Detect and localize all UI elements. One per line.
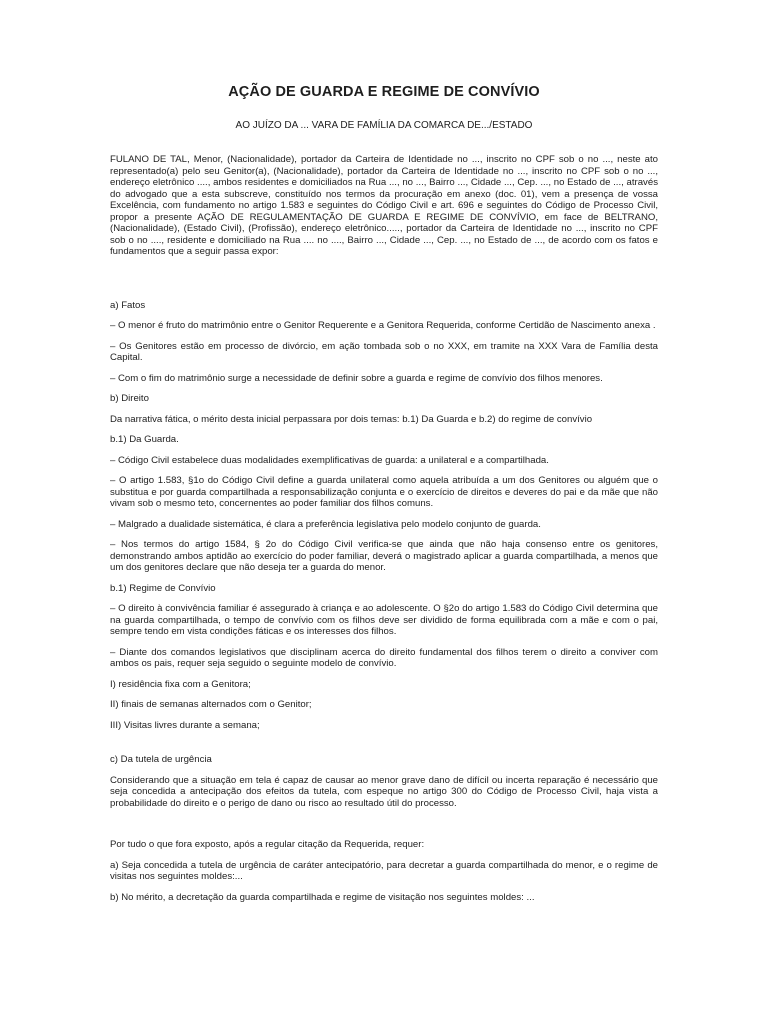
pedido-item-b: b) No mérito, a decretação da guarda compartilhada e regime de visitação nos seguintes moldes: ...: [110, 891, 535, 903]
intro-paragraph: FULANO DE TAL, Menor, (Nacionalidade), portador da Carteira de Identidade no ..., inscrito no CPF sob o no ..., neste ato representado(a) pelo seu Genitor(a), (Nacionalidade), portador da Carteira de Identidade no ..., inscrito no CPF sob o no ..., endereço eletrônico ...., ambos residentes e domiciliados na Rua ..., no ..., Bairro ..., Cidade ..., Cep. ..., no Estado de ..., através do advogado que a esta subscreve, constituído nos termos da procuração em anexo (doc. 01), vem a presença de vossa Excelência, com fundamento no artigo 1.583 e seguintes do Código Civil e art. 696 e seguintes do Código de Processo Civil, propor a presente AÇÃO DE REGULAMENTAÇÃO DE GUARDA E REGIME DE CONVÍVIO, em face de BELTRANO, (Nacionalidade), (Estado Civil), (Profissão), endereço eletrônico....., portador da Carteira de Identidade no ..., inscrito no CPF sob o no ...., residente e domiciliado na Rua .... no ...., Bairro ..., Cidade ..., Cep. ..., no Estado de ..., de acordo com os fatos e fundamentos que a seguir passa expor:: [110, 154, 658, 257]
modelo-item-3: III) Visitas livres durante a semana;: [110, 719, 260, 731]
paragraph-pedidos-intro: Por tudo o que fora exposto, após a regular citação da Requerida, requer:: [110, 839, 425, 850]
paragraph-guarda-4: – Nos termos do artigo 1584, § 2o do Código Civil verifica-se que ainda que não haja consenso entre os genitores, demonstrando ambos aptidão ao exercício do poder familiar, deverá o magistrado aplicar a guarda compartilhada, a menos que um dos genitores declare que não deseja ter a guarda do menor.: [110, 539, 658, 573]
section-heading-direito: b) Direito: [110, 393, 149, 404]
paragraph-convivio-1: – O direito à convivência familiar é assegurado à criança e ao adolescente. O §2o do artigo 1.583 do Código Civil determina que na guarda compartilhada, o tempo de convívio com os filhos deve ser dividido de forma equilibrada com a mãe e com o pai, sempre tendo em vista condições fáticas e os interesses dos filhos.: [110, 603, 658, 637]
section-heading-fatos: a) Fatos: [110, 299, 146, 311]
document-body: [110, 154, 658, 903]
paragraph-guarda-2: – O artigo 1.583, §1o do Código Civil define a guarda unilateral como aquela atribuída a um dos Genitores ou alguém que o substitua e por guarda compartilhada a responsabilização conjunta e o exercício de direitos e deveres do pai e da mãe que não vivam sob o mesmo teto, concernentes ao poder familiar dos filhos comuns.: [110, 475, 658, 509]
paragraph-fatos-2: – Os Genitores estão em processo de divórcio, em ação tombada sob o no XXX, em tramite na XXX Vara de Família desta Capital.: [110, 340, 658, 363]
subsection-heading-guarda: b.1) Da Guarda.: [110, 434, 179, 445]
modelo-item-2: II) finais de semanas alternados com o Genitor;: [110, 699, 312, 710]
paragraph-direito-intro: Da narrativa fática, o mérito desta inicial perpassara por dois temas: b.1) Da Guarda e b.2) do regime de convívio: [110, 413, 593, 425]
paragraph-convivio-2: – Diante dos comandos legislativos que disciplinam acerca do direito fundamental dos filhos terem o direito a conviver com ambos os pais, requer seja seguido o seguinte modelo de convívio.: [110, 646, 658, 669]
pedido-item-a: a) Seja concedida a tutela de urgência de caráter antecipatório, para decretar a guarda compartilhada do menor, e o regime de visitas nos seguintes moldes:...: [110, 859, 658, 882]
paragraph-guarda-1: – Código Civil estabelece duas modalidades exemplificativas de guarda: a unilateral e a compartilhada.: [110, 454, 549, 466]
document-title: AÇÃO DE GUARDA E REGIME DE CONVÍVIO: [228, 84, 540, 100]
modelo-item-1: I) residência fixa com a Genitora;: [110, 678, 251, 690]
paragraph-urgencia: Considerando que a situação em tela é capaz de causar ao menor grave dano de difícil ou incerta reparação é necessário que seja concedida a antecipação dos efeitos da tutela, com espeque no artigo 300 do Código de Processo Civil, haja vista a probabilidade do direito e o perigo de dano ou risco ao resultado útil do processo.: [110, 774, 658, 809]
paragraph-fatos-1: – O menor é fruto do matrimônio entre o Genitor Requerente e a Genitora Requerida, conforme Certidão de Nascimento anexa .: [110, 320, 656, 331]
paragraph-guarda-3: – Malgrado a dualidade sistemática, é clara a preferência legislativa pelo modelo conjunto de guarda.: [110, 518, 541, 530]
addressee-line: AO JUÍZO DA ... VARA DE FAMÍLIA DA COMARCA DE.../ESTADO: [235, 120, 533, 131]
paragraph-fatos-3: – Com o fim do matrimônio surge a necessidade de definir sobre a guarda e regime de convívio dos filhos menores.: [110, 372, 603, 384]
subsection-heading-convivio: b.1) Regime de Convívio: [110, 582, 216, 594]
section-heading-urgencia: c) Da tutela de urgência: [110, 754, 212, 765]
